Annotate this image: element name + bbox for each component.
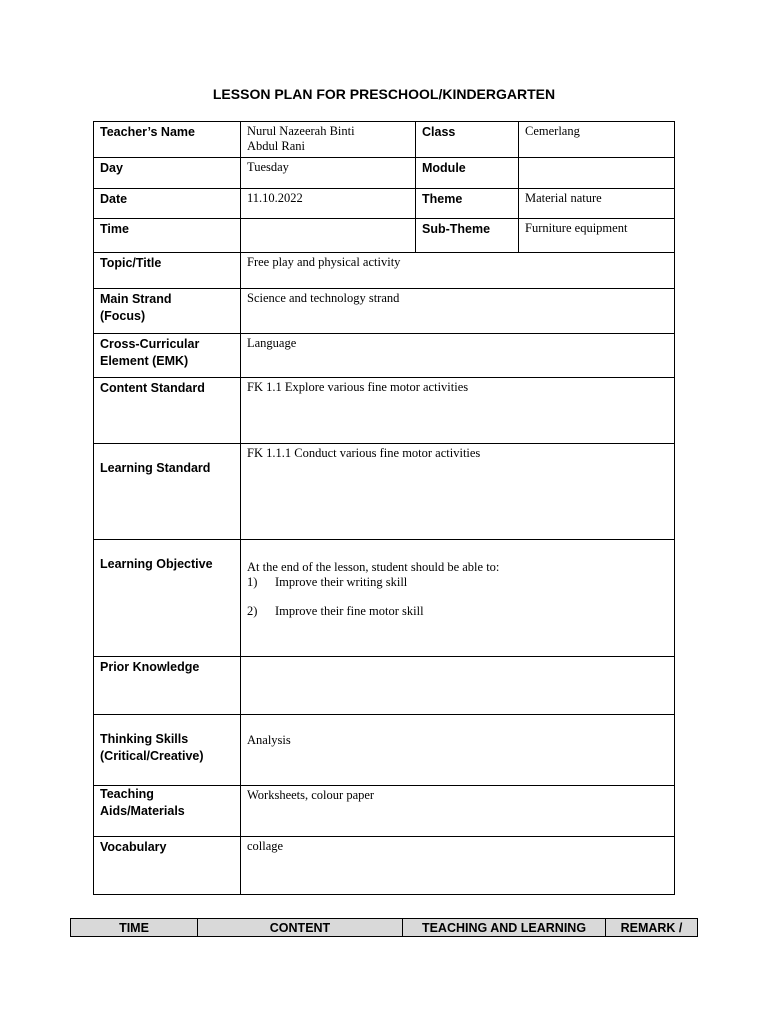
learning-objective-value bbox=[241, 540, 675, 657]
thinking-skills-label bbox=[94, 715, 241, 786]
topic-value: Free play and physical activity bbox=[241, 253, 675, 289]
time-label: Time bbox=[94, 219, 241, 253]
table-row bbox=[94, 715, 675, 786]
subtheme-value: Furniture equipment bbox=[519, 219, 675, 253]
table-row bbox=[94, 837, 675, 895]
vocabulary-label: Vocabulary bbox=[94, 837, 241, 895]
table-row bbox=[71, 919, 698, 937]
table-row bbox=[94, 786, 675, 837]
date-label: Date bbox=[94, 189, 241, 219]
prior-knowledge-value bbox=[241, 657, 675, 715]
column-header-teaching-learning: TEACHING AND LEARNING bbox=[403, 919, 606, 937]
thinking-skills-label-line1: Thinking Skills bbox=[100, 732, 189, 746]
teaching-aids-label bbox=[94, 786, 241, 837]
emk-label-line2: Element (EMK) bbox=[100, 354, 189, 368]
content-standard-label: Content Standard bbox=[94, 378, 241, 444]
teacher-name-line1: Nurul Nazeerah Binti bbox=[247, 124, 355, 138]
vocabulary-value: collage bbox=[241, 837, 675, 895]
theme-label: Theme bbox=[416, 189, 519, 219]
table-row bbox=[94, 378, 675, 444]
objective-list bbox=[247, 575, 668, 619]
learning-standard-label: Learning Standard bbox=[94, 444, 241, 540]
activity-table-header bbox=[70, 918, 698, 937]
emk-label bbox=[94, 334, 241, 378]
table-row bbox=[94, 540, 675, 657]
objective-number: 1) bbox=[247, 575, 258, 589]
main-strand-label bbox=[94, 289, 241, 334]
class-label: Class bbox=[416, 122, 519, 158]
table-row bbox=[94, 289, 675, 334]
day-value: Tuesday bbox=[241, 158, 416, 189]
main-strand-label-line1: Main Strand bbox=[100, 292, 172, 306]
subtheme-label: Sub-Theme bbox=[416, 219, 519, 253]
column-header-content: CONTENT bbox=[198, 919, 403, 937]
column-header-remark: REMARK / bbox=[606, 919, 698, 937]
table-row bbox=[94, 219, 675, 253]
teacher-name-value bbox=[241, 122, 416, 158]
table-row bbox=[94, 189, 675, 219]
thinking-skills-label-line2: (Critical/Creative) bbox=[100, 749, 204, 763]
teaching-aids-label-line1: Teaching bbox=[100, 787, 154, 801]
topic-label: Topic/Title bbox=[94, 253, 241, 289]
objective-number: 2) bbox=[247, 604, 258, 618]
main-strand-value: Science and technology strand bbox=[241, 289, 675, 334]
column-header-time: TIME bbox=[71, 919, 198, 937]
date-value: 11.10.2022 bbox=[241, 189, 416, 219]
main-strand-label-line2: (Focus) bbox=[100, 309, 146, 323]
list-item bbox=[247, 604, 668, 619]
teacher-name-line2: Abdul Rani bbox=[247, 139, 305, 153]
objective-intro: At the end of the lesson, student should be able to: bbox=[247, 560, 500, 574]
class-value: Cemerlang bbox=[519, 122, 675, 158]
teaching-aids-value: Worksheets, colour paper bbox=[241, 786, 675, 837]
time-value bbox=[241, 219, 416, 253]
list-item bbox=[247, 575, 668, 590]
objective-text: Improve their fine motor skill bbox=[275, 604, 424, 618]
page-title: LESSON PLAN FOR PRESCHOOL/KINDERGARTEN bbox=[212, 86, 556, 102]
objective-text: Improve their writing skill bbox=[275, 575, 408, 589]
teaching-aids-label-line2: Aids/Materials bbox=[100, 804, 185, 818]
table-row bbox=[94, 122, 675, 158]
table-row bbox=[94, 657, 675, 715]
table-row bbox=[94, 253, 675, 289]
lesson-plan-table bbox=[93, 121, 675, 895]
emk-value: Language bbox=[241, 334, 675, 378]
table-row bbox=[94, 334, 675, 378]
module-label: Module bbox=[416, 158, 519, 189]
prior-knowledge-label: Prior Knowledge bbox=[94, 657, 241, 715]
learning-standard-value: FK 1.1.1 Conduct various fine motor activities bbox=[241, 444, 675, 540]
content-standard-value: FK 1.1 Explore various fine motor activities bbox=[241, 378, 675, 444]
emk-label-line1: Cross-Curricular bbox=[100, 337, 200, 351]
thinking-skills-value: Analysis bbox=[241, 715, 675, 786]
day-label: Day bbox=[94, 158, 241, 189]
module-value bbox=[519, 158, 675, 189]
teacher-name-label: Teacher’s Name bbox=[94, 122, 241, 158]
table-row bbox=[94, 158, 675, 189]
learning-objective-label: Learning Objective bbox=[94, 540, 241, 657]
theme-value: Material nature bbox=[519, 189, 675, 219]
table-row bbox=[94, 444, 675, 540]
